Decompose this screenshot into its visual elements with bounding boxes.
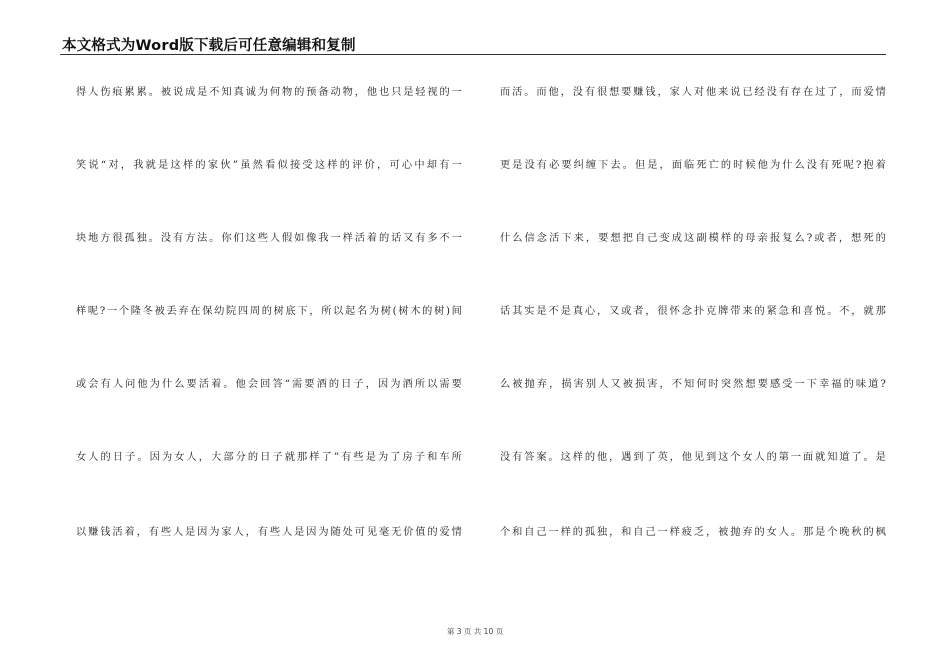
text-line: 以赚钱活着，有些人是因为家人，有些人是因为随处可见毫无价值的爱情 xyxy=(76,527,462,538)
text-line: 得人伤痕累累。被说成是不知真诚为何物的预备动物，他也只是轻视的一 xyxy=(76,87,462,98)
text-line: 块地方很孤独。没有方法。你们这些人假如像我一样活着的话又有多不一 xyxy=(76,233,462,244)
text-line: 或会有人问他为什么要活着。他会回答“需要酒的日子，因为酒所以需要 xyxy=(76,379,462,390)
text-line: 什么信念活下来，要想把自己变成这副模样的母亲报复么?或者，想死的 xyxy=(500,233,886,244)
page-number: 第 3 页 共 10 页 xyxy=(446,627,504,636)
page-header-title: 本文格式为Word版下载后可任意编辑和复制 xyxy=(62,38,356,54)
text-line: 笑说“对，我就是这样的家伙”虽然看似接受这样的评价，可心中却有一 xyxy=(76,160,462,171)
text-line: 样呢?一个隆冬被丢弃在保幼院四周的树底下，所以起名为树(树木的树)间 xyxy=(76,306,462,317)
text-line: 女人的日子。因为女人，大部分的日子就那样了”有些是为了房子和车所 xyxy=(76,452,462,463)
text-line: 更是没有必要纠缠下去。但是，面临死亡的时候他为什么没有死呢?抱着 xyxy=(500,160,886,171)
text-line: 话其实是不是真心，又或者，很怀念扑克牌带来的紧急和喜悦。不，就那 xyxy=(500,306,886,317)
header-divider xyxy=(60,54,886,55)
text-line: 么被抛弃，损害别人又被损害，不知何时突然想要感受一下幸福的味道? xyxy=(500,379,886,390)
text-line: 而活。而他，没有很想要赚钱，家人对他来说已经没有存在过了，而爱情 xyxy=(500,87,886,98)
text-line: 没有答案。这样的他，遇到了英，他见到这个女人的第一面就知道了。是 xyxy=(500,452,886,463)
text-line: 个和自己一样的孤独，和自己一样疲乏，被抛弃的女人。那是个晚秋的枫 xyxy=(500,527,886,538)
